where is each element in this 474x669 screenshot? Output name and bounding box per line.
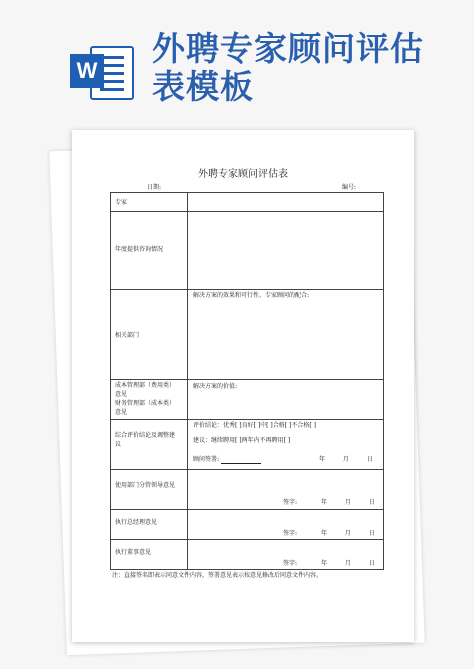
board-chair-month: 月 [344, 560, 351, 567]
word-icon-badge: W [70, 54, 104, 88]
finance-dept-line2: 意见 [115, 409, 128, 416]
row-divider [111, 419, 383, 420]
user-dept-sign-label: 签字: [283, 499, 298, 506]
page-title-line1: 外聘专家顾问评估 [152, 29, 424, 68]
row-expert-label: 专家 [115, 199, 128, 206]
page-header [0, 0, 474, 120]
word-document-icon [70, 42, 132, 100]
advisor-sign-label: 顾问签署: [193, 456, 220, 463]
user-dept-sign-row [283, 498, 375, 507]
board-chair-sign-row [283, 559, 375, 568]
advisor-sign-line [221, 457, 261, 464]
column-divider [187, 193, 188, 569]
exec-gm-sign-label: 签字: [283, 530, 298, 537]
document-page [72, 130, 414, 642]
number-label: 编号: [342, 184, 357, 191]
row-year-consult-label: 年度提供咨询情况 [115, 246, 164, 253]
exec-gm-day: 日 [368, 530, 375, 537]
row-divider [111, 379, 383, 380]
overall-line2: 议 [115, 441, 122, 448]
row-user-dept-label: 使用部门分管领导意见 [115, 482, 176, 489]
row-cost-dept-label [115, 381, 185, 417]
user-dept-month: 月 [344, 499, 351, 506]
row-divider [111, 539, 383, 540]
user-dept-day: 日 [368, 499, 375, 506]
footnote: 注：直接签名即表示同意文件内容，签署意见表示按意见修改后同意文件内容。 [112, 572, 323, 579]
date-label: 日期: [147, 184, 162, 191]
suggestion-text: 建议：继续聘用[ ]两年内不再聘用[ ] [193, 437, 291, 444]
board-chair-sign-label: 签字: [283, 560, 298, 567]
page-title-line2: 表模板 [152, 67, 254, 106]
row-overall-label [115, 431, 185, 449]
advisor-day: 日 [366, 456, 373, 463]
document-title: 外聘专家顾问评估表 [198, 169, 288, 180]
row-related-dept-text: 解决方案的效果和可行性、专家顾问的配合: [193, 292, 310, 299]
finance-dept-line1: 财务管理部（成本类） [115, 400, 176, 407]
advisor-sign-row [193, 455, 373, 464]
cost-dept-line1: 成本管理部（费用类） [115, 382, 176, 389]
row-divider [111, 509, 383, 510]
evaluation-form-table [110, 192, 384, 570]
word-icon-line [100, 88, 124, 91]
row-exec-gm-label: 执行总经理意见 [115, 519, 158, 526]
overall-line1: 综合评价结论及调整建 [115, 432, 176, 439]
row-divider [111, 289, 383, 290]
row-divider [111, 469, 383, 470]
row-cost-value-text: 解决方案的价值: [193, 383, 238, 390]
row-divider [111, 211, 383, 212]
advisor-month: 月 [342, 456, 349, 463]
advisor-year: 年 [318, 456, 325, 463]
exec-gm-sign-row [283, 529, 375, 538]
exec-gm-month: 月 [344, 530, 351, 537]
row-board-chair-label: 执行董事意见 [115, 549, 152, 556]
page-title [152, 30, 424, 106]
eval-result-text: 评价结论：优秀[ ]良好[ ]中[ ]合格[ ]不合格[ ] [193, 422, 316, 429]
row-related-dept-label: 相关部门 [115, 332, 140, 339]
user-dept-year: 年 [320, 499, 327, 506]
cost-dept-line2: 意见 [115, 391, 128, 398]
board-chair-day: 日 [368, 560, 375, 567]
board-chair-year: 年 [320, 560, 327, 567]
exec-gm-year: 年 [320, 530, 327, 537]
